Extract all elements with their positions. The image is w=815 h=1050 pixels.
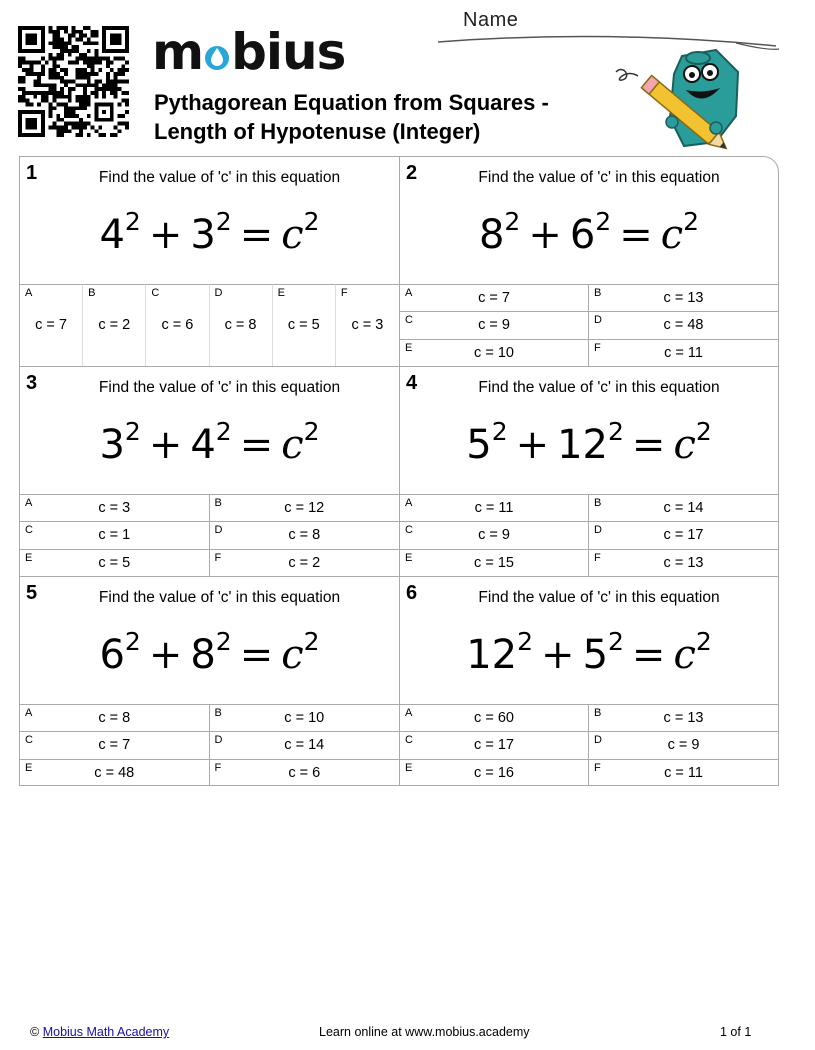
answer-option[interactable] <box>400 494 589 521</box>
worksheet-title: Pythagorean Equation from Squares - Length of Hypotenuse (Integer) <box>154 90 549 144</box>
answer-value: c = 2 <box>288 554 321 571</box>
answer-letter: F <box>214 551 222 564</box>
answer-letter: D <box>214 734 223 747</box>
answer-letter: C <box>25 524 33 537</box>
question-prompt: Find the value of 'c' in this equation <box>98 169 341 186</box>
answer-options <box>20 284 399 366</box>
question-prompt: Find the value of 'c' in this equation <box>478 379 720 396</box>
question-prompt: Find the value of 'c' in this equation <box>478 589 720 606</box>
mascot-illustration <box>612 44 752 154</box>
answer-option[interactable] <box>400 311 589 338</box>
answer-option[interactable] <box>20 731 210 758</box>
answer-letter: A <box>405 707 413 719</box>
answer-option[interactable] <box>210 731 400 758</box>
answer-value: c = 13 <box>663 710 704 726</box>
answer-letter: A <box>25 287 33 299</box>
answer-option[interactable] <box>210 759 400 786</box>
question-3 <box>20 367 400 577</box>
question-2 <box>400 157 778 367</box>
answer-option[interactable] <box>210 704 400 731</box>
answer-options <box>400 704 778 786</box>
answer-letter: D <box>594 524 602 537</box>
answer-value: c = 17 <box>663 527 704 544</box>
answer-value: c = 7 <box>478 290 510 306</box>
answer-option[interactable] <box>20 704 210 731</box>
exponent: 2 <box>695 417 712 446</box>
term-b: 3 <box>190 212 216 258</box>
equals-sign: = <box>239 212 274 258</box>
answer-letter: E <box>405 341 413 354</box>
exponent: 2 <box>124 627 141 656</box>
equals-sign: = <box>239 632 274 678</box>
term-a: 8 <box>478 212 505 258</box>
equation <box>400 207 778 258</box>
term-b: 12 <box>557 422 609 468</box>
answer-letter: A <box>405 287 413 299</box>
variable-c: c <box>673 422 696 468</box>
answer-option[interactable] <box>589 339 778 366</box>
answer-option[interactable] <box>20 494 210 521</box>
variable-c: c <box>281 422 304 468</box>
variable-c: c <box>281 632 304 678</box>
answer-value: c = 9 <box>667 737 700 754</box>
mobius-logo: m bius <box>152 23 346 81</box>
exponent: 2 <box>215 627 232 656</box>
question-6 <box>400 577 778 786</box>
exponent: 2 <box>124 417 141 446</box>
variable-c: c <box>281 212 304 258</box>
exponent: 2 <box>215 417 232 446</box>
answer-letter: C <box>25 734 33 747</box>
answer-value: c = 8 <box>288 527 321 544</box>
question-number: 5 <box>26 582 38 604</box>
answer-letter: C <box>151 287 160 299</box>
exponent: 2 <box>303 207 320 236</box>
answer-option[interactable] <box>20 284 83 366</box>
term-a: 6 <box>99 632 125 678</box>
question-number: 1 <box>26 162 38 184</box>
exponent: 2 <box>303 417 320 446</box>
answer-option[interactable] <box>589 494 778 521</box>
question-1 <box>20 157 400 367</box>
footer-center: Learn online at www.mobius.academy <box>319 1025 530 1039</box>
answer-options <box>20 494 399 576</box>
answer-letter: A <box>25 497 33 509</box>
answer-letter: B <box>214 707 222 719</box>
term-b: 6 <box>569 212 596 258</box>
answer-value: c = 13 <box>663 290 704 306</box>
answer-option[interactable] <box>400 521 589 548</box>
question-5 <box>20 577 400 786</box>
exponent: 2 <box>303 627 320 656</box>
answer-letter: C <box>405 524 413 537</box>
plus-sign: + <box>528 212 562 258</box>
answer-option[interactable] <box>336 284 399 366</box>
answer-option[interactable] <box>589 284 778 311</box>
water-drop-icon <box>203 41 231 71</box>
answer-option[interactable] <box>146 284 209 366</box>
answer-option[interactable] <box>20 549 210 576</box>
exponent: 2 <box>517 627 534 656</box>
question-number: 6 <box>406 582 418 604</box>
answer-value: c = 17 <box>474 737 514 754</box>
plus-sign: + <box>148 422 183 468</box>
answer-value: c = 8 <box>98 710 131 726</box>
exponent: 2 <box>215 207 232 236</box>
term-b: 4 <box>190 422 216 468</box>
exponent: 2 <box>683 207 700 236</box>
answer-letter: B <box>214 497 222 509</box>
answer-value: c = 9 <box>478 317 510 334</box>
equation <box>20 207 399 258</box>
exponent: 2 <box>491 417 508 446</box>
question-number: 4 <box>406 372 418 394</box>
exponent: 2 <box>124 207 141 236</box>
term-b: 5 <box>582 632 609 678</box>
answer-value: c = 14 <box>284 737 325 754</box>
answer-letter: F <box>594 341 601 354</box>
question-prompt: Find the value of 'c' in this equation <box>98 379 341 396</box>
name-label: Name <box>463 9 519 31</box>
answer-letter: E <box>277 287 285 299</box>
answer-value: c = 2 <box>98 317 131 333</box>
answer-letter: E <box>25 551 33 564</box>
answer-option[interactable] <box>589 549 778 576</box>
answer-letter: C <box>405 314 413 327</box>
answer-value: c = 10 <box>284 710 325 726</box>
plus-sign: + <box>148 212 183 258</box>
answer-letter: D <box>594 314 602 327</box>
exponent: 2 <box>595 207 612 236</box>
answer-value: c = 3 <box>98 500 131 516</box>
answer-letter: D <box>214 287 223 299</box>
answer-option[interactable] <box>589 759 778 786</box>
exponent: 2 <box>608 627 624 656</box>
answer-value: c = 6 <box>161 317 194 333</box>
equals-sign: = <box>619 212 653 258</box>
exponent: 2 <box>695 627 712 656</box>
answer-option[interactable] <box>210 549 400 576</box>
answer-value: c = 5 <box>98 554 131 571</box>
answer-value: c = 48 <box>94 764 135 781</box>
equation <box>20 417 399 468</box>
answer-option[interactable] <box>210 494 400 521</box>
answer-option[interactable] <box>400 339 589 366</box>
answer-option[interactable] <box>589 311 778 338</box>
answer-letter: F <box>214 761 222 774</box>
answer-value: c = 3 <box>351 317 384 333</box>
question-grid <box>19 156 779 786</box>
answer-letter: A <box>405 497 413 509</box>
answer-letter: F <box>340 287 348 299</box>
answer-letter: F <box>594 761 601 774</box>
answer-option[interactable] <box>210 284 273 366</box>
answer-value: c = 48 <box>663 317 704 334</box>
answer-value: c = 14 <box>663 500 704 516</box>
question-number: 2 <box>406 162 418 184</box>
answer-letter: B <box>88 287 96 299</box>
answer-letter: E <box>405 551 413 564</box>
answer-option[interactable] <box>400 704 589 731</box>
answer-value: c = 8 <box>224 317 257 333</box>
answer-letter: B <box>594 287 602 299</box>
exponent: 2 <box>504 207 521 236</box>
answer-letter: F <box>594 551 601 564</box>
answer-letter: B <box>594 707 602 719</box>
equals-sign: = <box>631 632 666 678</box>
answer-options <box>400 284 778 366</box>
footer-page-number: 1 of 1 <box>720 1025 752 1039</box>
answer-value: c = 10 <box>474 344 514 361</box>
equation <box>400 627 778 678</box>
plus-sign: + <box>148 632 183 678</box>
answer-option[interactable] <box>273 284 336 366</box>
answer-letter: B <box>594 497 602 509</box>
answer-option[interactable] <box>589 521 778 548</box>
term-a: 5 <box>466 422 492 468</box>
answer-option[interactable] <box>589 731 778 758</box>
answer-letter: E <box>405 761 413 774</box>
answer-value: c = 7 <box>98 737 131 754</box>
mobius-academy-link[interactable]: Mobius Math Academy <box>42 1025 170 1039</box>
answer-letter: D <box>594 734 602 747</box>
term-a: 12 <box>466 632 518 678</box>
term-a: 4 <box>99 212 125 258</box>
answer-option[interactable] <box>400 759 589 786</box>
answer-option[interactable] <box>210 521 400 548</box>
question-4 <box>400 367 778 577</box>
equals-sign: = <box>631 422 666 468</box>
answer-value: c = 15 <box>474 554 514 571</box>
plus-sign: + <box>515 422 550 468</box>
answer-value: c = 13 <box>663 554 704 571</box>
equals-sign: = <box>239 422 274 468</box>
answer-option[interactable] <box>20 759 210 786</box>
answer-value: c = 11 <box>664 344 703 361</box>
answer-option[interactable] <box>400 731 589 758</box>
answer-value: c = 12 <box>284 500 325 516</box>
question-number: 3 <box>26 372 38 394</box>
answer-value: c = 60 <box>474 710 514 726</box>
footer-copyright: © Mobius Math Academy <box>30 1025 170 1039</box>
answer-option[interactable] <box>589 704 778 731</box>
exponent: 2 <box>608 417 624 446</box>
answer-value: c = 7 <box>35 317 67 333</box>
answer-letter: E <box>25 761 33 774</box>
answer-letter: C <box>405 734 413 747</box>
answer-option[interactable] <box>20 521 210 548</box>
term-b: 8 <box>190 632 216 678</box>
term-a: 3 <box>99 422 125 468</box>
question-prompt: Find the value of 'c' in this equation <box>98 589 341 606</box>
answer-value: c = 1 <box>98 527 131 544</box>
answer-option[interactable] <box>400 284 589 311</box>
question-prompt: Find the value of 'c' in this equation <box>478 169 720 186</box>
answer-value: c = 11 <box>664 764 703 781</box>
answer-options <box>20 704 399 786</box>
answer-letter: A <box>25 707 33 719</box>
answer-option[interactable] <box>83 284 146 366</box>
answer-options <box>400 494 778 576</box>
variable-c: c <box>660 212 684 258</box>
answer-value: c = 11 <box>474 500 514 516</box>
qr-code <box>18 26 129 137</box>
answer-value: c = 6 <box>288 764 321 781</box>
equation <box>20 627 399 678</box>
answer-letter: D <box>214 524 223 537</box>
variable-c: c <box>673 632 696 678</box>
plus-sign: + <box>541 632 575 678</box>
equation <box>400 417 778 468</box>
answer-value: c = 16 <box>474 764 514 781</box>
answer-value: c = 5 <box>287 317 320 333</box>
answer-value: c = 9 <box>478 527 510 544</box>
answer-option[interactable] <box>400 549 589 576</box>
